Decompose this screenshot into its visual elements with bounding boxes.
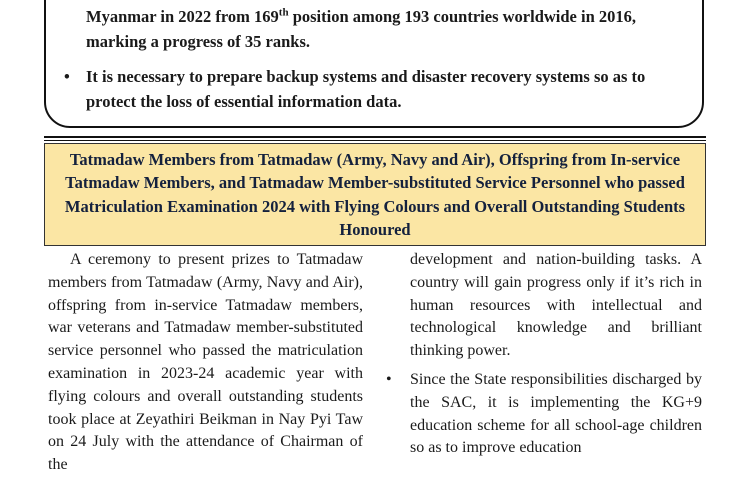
ordinal-suffix: th — [278, 6, 289, 19]
article-headline: Tatmadaw Members from Tatmadaw (Army, Navy and Air), Offspring from In-service Tatmadaw Members, and Tatmadaw Member-substituted Service Personnel who passed Matriculation Examination 2024 with Flying Colours and Overall Outstanding Students Honoured — [64, 149, 686, 239]
summary-line-1 — [86, 4, 696, 29]
divider-thin — [44, 140, 706, 141]
right-column-paragraph: development and nation-building tasks. A country will gain progress only if it’s rich in human resources with intellectual and technological knowledge and brilliant thinking power. — [410, 251, 702, 360]
right-column-bullet-text: Since the State responsibilities discharged by the SAC, it is implementing the KG+9 education scheme for all school-age children so as to improve education — [410, 370, 702, 457]
summary-line-1-end: position among 193 countries worldwide in 2016, — [288, 7, 637, 26]
bullet-icon: • — [386, 370, 392, 388]
summary-bullet — [64, 64, 696, 114]
headline-box — [44, 143, 706, 246]
summary-line-1-start: Myanmar in 2022 from 169 — [86, 7, 279, 26]
summary-line-2: marking a progress of 35 ranks. — [86, 32, 310, 51]
article-right-column — [386, 249, 702, 460]
right-column-bullet — [386, 369, 702, 460]
summary-text — [64, 4, 696, 114]
article-left-column: A ceremony to present prizes to Tatmadaw members from Tatmadaw (Army, Navy and Air), offspring from in-service Tatmadaw members, war veterans and Tatmadaw member-substituted service personnel who passed the matriculation examination in 2023-24 academic year with flying colours and overall outstanding students took place at Zeyathiri Beikman in Nay Pyi Taw on 24 July with the attendance of Chairman of the — [48, 251, 363, 474]
summary-bullet-text: It is necessary to prepare backup systems and disaster recovery systems so as to protect the loss of essential information data. — [86, 67, 646, 111]
divider-thick — [44, 136, 706, 138]
bullet-icon: • — [64, 67, 70, 86]
